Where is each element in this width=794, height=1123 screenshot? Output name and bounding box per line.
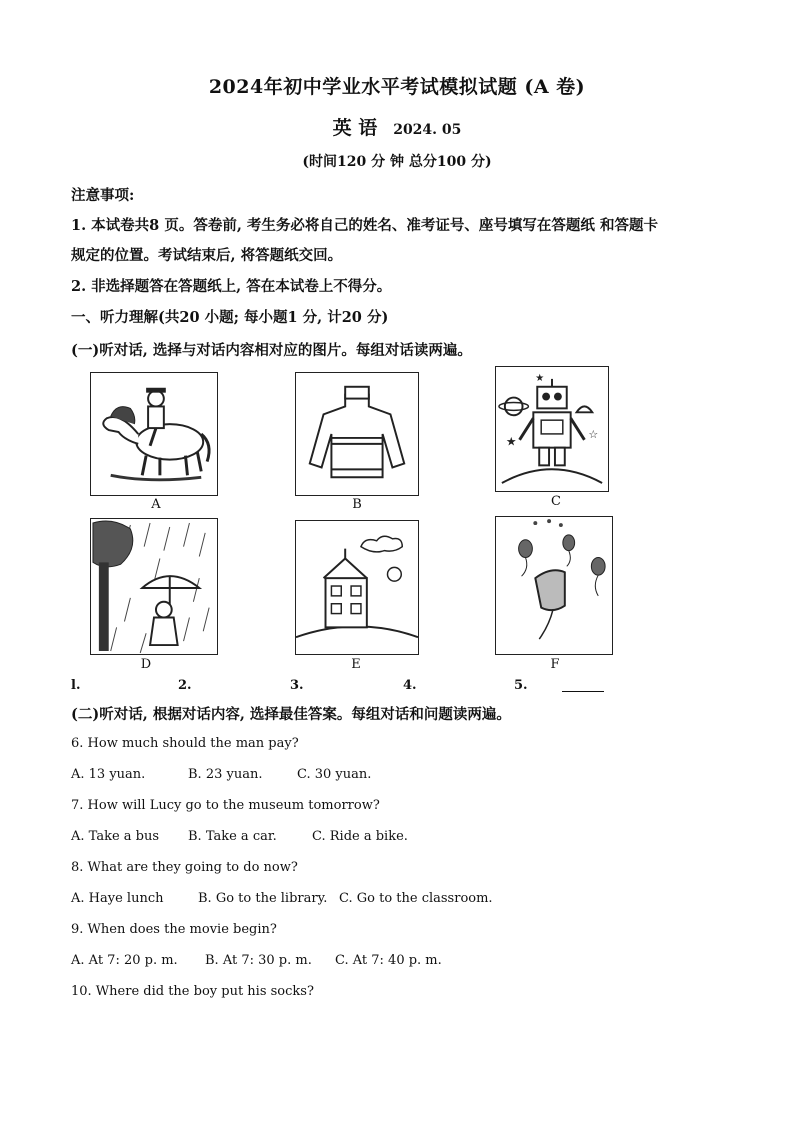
question-9-option-a: A. At 7: 20 p. m.: [71, 953, 178, 968]
svg-text:☆: ☆: [588, 427, 599, 441]
picture-label-d: D: [140, 657, 152, 672]
picture-e: [295, 520, 419, 655]
picture-label-b: B: [352, 497, 362, 512]
question-7-option-a: A. Take a bus: [71, 829, 160, 844]
question-6-option-c: C. 30 yuan.: [297, 767, 372, 782]
exam-date: 2024. 05: [393, 122, 462, 138]
blank-1-label: l.: [71, 678, 81, 693]
question-8-option-a: A. Haye lunch: [71, 891, 164, 906]
picture-c: [495, 366, 609, 492]
picture-f: [495, 516, 613, 655]
question-7: 7. How will Lucy go to the museum tomorrow?: [71, 798, 380, 813]
question-9: 9. When does the movie begin?: [71, 922, 277, 937]
question-8-option-b: B. Go to the library.: [198, 891, 328, 906]
blank-3-label: 3.: [290, 678, 304, 693]
question-9-option-c: C. At 7: 40 p. m.: [335, 953, 442, 968]
notice-heading: 注意事项:: [71, 187, 135, 204]
time-info: (时间120 分 钟 总分100 分): [302, 154, 492, 170]
rainy-umbrella-icon: [91, 519, 217, 654]
question-8-option-c: C. Go to the classroom.: [339, 891, 493, 906]
sky-lanterns-icon: [496, 517, 612, 654]
subject-line: [0, 113, 794, 140]
question-10: 10. Where did the boy put his socks?: [71, 984, 314, 999]
exam-title: 2024年初中学业水平考试模拟试题 (A 卷): [208, 76, 586, 98]
notice-item-1-line-2: 规定的位置。考试结束后, 将答题纸交回。: [71, 247, 343, 264]
boy-riding-horse-icon: [91, 373, 217, 495]
svg-text:★: ★: [505, 434, 517, 449]
picture-label-f: F: [550, 657, 560, 672]
question-7-option-c: C. Ride a bike.: [312, 829, 408, 844]
picture-label-e: E: [351, 657, 361, 672]
blank-2-label: 2.: [178, 678, 192, 693]
robot-icon: [496, 367, 608, 491]
picture-b: [295, 372, 419, 496]
picture-d: [90, 518, 218, 655]
section-heading: 一、听力理解(共20 小题; 每小题1 分, 计20 分): [71, 309, 389, 326]
sweater-icon: [296, 373, 418, 495]
notice-item-2: 2. 非选择题答在答题纸上, 答在本试卷上不得分。: [71, 278, 392, 295]
question-9-option-b: B. At 7: 30 p. m.: [205, 953, 312, 968]
notice-item-1-line-1: 1. 本试卷共8 页。答卷前, 考生务必将自己的姓名、准考证号、座号填写在答题纸 和答题卡: [71, 217, 658, 234]
question-6-option-a: A. 13 yuan.: [71, 767, 146, 782]
blank-4-label: 4.: [403, 678, 417, 693]
picture-label-a: A: [151, 497, 161, 512]
part2-instruction: (二)听对话, 根据对话内容, 选择最佳答案。每组对话和问题读两遍。: [71, 706, 511, 723]
blank-5-label: 5.: [514, 678, 528, 693]
picture-a: [90, 372, 218, 496]
house-icon: [296, 521, 418, 654]
question-6-option-b: B. 23 yuan.: [188, 767, 263, 782]
picture-label-c: C: [551, 494, 561, 509]
question-6: 6. How much should the man pay?: [71, 736, 299, 751]
question-8: 8. What are they going to do now?: [71, 860, 298, 875]
part1-instruction: (一)听对话, 选择与对话内容相对应的图片。每组对话读两遍。: [71, 342, 472, 359]
subject-name: 英 语: [332, 117, 378, 139]
question-7-option-b: B. Take a car.: [188, 829, 277, 844]
svg-text:★: ★: [535, 372, 545, 384]
answer-blank-line: [562, 691, 604, 692]
